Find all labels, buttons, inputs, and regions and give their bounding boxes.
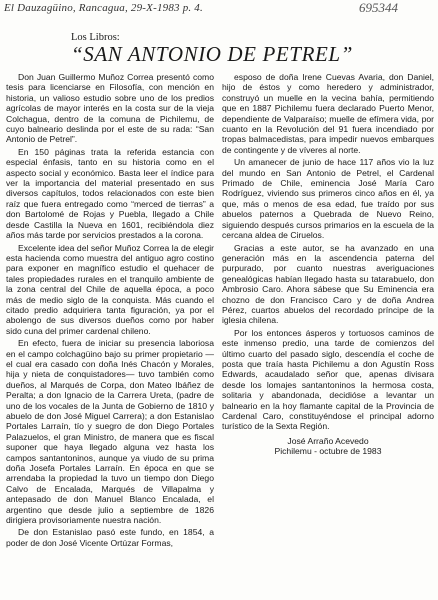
paragraph: esposo de doña Irene Cuevas Avaria, don Daniel, hijo de éstos y como heredero y administrador, construyó un muelle en la vecina bahía, permitiendo que en 1887 Pichilemu fuera declarado Puerto Menor, dependiente de Valparaíso; muelle de efímera vida, por cuanto en la Revolución del 91 fuera incendiado por tropas balmacedistas, para impedir nuevos embarques de contingente y de víveres al norte. [222,72,434,155]
left-column [6,72,214,548]
author-signature: José Arraño Acevedo [287,435,369,446]
catalog-number: 695344 [359,0,398,15]
paragraph: Don Juan Guillermo Muñoz Correa presentó como tesis para licenciarse en Filosofía, con mención en historia, un valioso estudio sobre uno de los predios agrícolas de mayor interés en la costa sur de la vieja Colchagua, dentro de la comuna de Pichilemu, de cuyo balneario deslinda por el este de su rada: “San Antonio de Petrel”. [6,72,214,145]
right-column [222,72,434,457]
paragraph: Excelente idea del señor Muñoz Correa la de elegir esta hacienda como muestra del antiguo agro costino para exponer en magnífico estudio el quehacer de tales propiedades rurales en el tranquilo ambiente de la zona central del Chile de aquella época, a poco más de medio siglo de la conquista. Más cuando el citado predio adquiriera tanta figuración, ya por el abolengo de sus diversos dueños como por haber sido cuna del primer cardenal chileno. [6,242,214,336]
paragraph: Por los entonces ásperos y tortuosos caminos de este inmenso predio, una tarde de comienzos del último cuarto del pasado siglo, descendía el coche de posta que traía hasta Pichilemu a don Agustín Ross Edwards, acaudalado señor que, apenas divisara desde los lomajes santantoninos la hermosa costa, solitaria y abandonada, decidióse a levantar un balneario en la hoy flamante capital de la Provincia de Cardenal Caro, constituyéndose el principal adorno turístico de la Sexta Región. [222,327,434,432]
paragraph: De don Estanislao pasó este fundo, en 1854, a poder de don José Vicente Ortúzar Formas, [6,527,214,548]
paragraph: Gracias a este autor, se ha avanzado en una generación más en la ascendencia paterna del purpurado, por cuanto nuestras averiguaciones genealógicas habían llegado hasta su tatarabuelo, don Ambrosio Caro. Ahora sábese que Su Eminencia era chozno de don Francisco Caro y de doña Andrea Pérez, cuartos abuelos del recordado príncipe de la iglesia chilena. [222,242,434,326]
paragraph: En efecto, fuera de iniciar su presencia laboriosa en el campo colchagüino bajo su primer propietario —el cual era casado con doña Inés Chacón y Morales, hija y nieta de conquistadores— tuvo también como dueños, al Marqués de Corpa, don Mateo Ibáñez de Peralta; a don Ignacio de la Carrera Ureta, (padre de uno de los vocales de la Junta de Gobierno de 1810 y abuelo de don José Miguel Carrera); a don Estanislao Portales Larraín, tío y suegro de don Diego Portales Palazuelos, el gran Ministro, de manera que es fiscal suponer que haya llegado alguna vez hasta los campos santantoninos, aunque ya viudo de su prima doña Josefa Portales Larraín. En época en que se arrendaba la propiedad la tuvo un tiempo don Diego Calvo de Encalada, Marqués de Villapalma y antepasado de don Manuel Blanco Encalada, el argentino que desde julio a septiembre de 1826 dirigiera provisoriamente nuestra nación. [6,338,214,526]
signature-place-date: Pichilemu - octubre de 1983 [274,446,382,457]
paragraph: Un amanecer de junio de hace 117 años vio la luz del mundo en San Antonio de Petrel, el Cardenal Primado de Chile, eminencia José María Caro Rodríguez, viviendo sus primeros cinco años en él, ya que, más o menos de esa edad, fue traído por sus abuelos paternos a Quebrada de Nuevo Reino, siguiendo después cursos primarios en la escuela de la cercana aldea de Ciruelos. [222,157,434,241]
article-title: “SAN ANTONIO DE PETREL” [71,42,353,66]
handwritten-source-note: El Dauzagüino, Rancagua, 29-X-1983 p. 4. [4,2,203,14]
section-kicker: Los Libros: [71,32,120,43]
paragraph: En 150 páginas trata la referida estancia con especial énfasis, tanto en su historia como en el aspecto social y económico. Basta leer el índice para ver la importancia del material presentado en sus diversos capítulos, todos relacionados con este bien raíz que fuera entregado como “merced de tierras” a don Bartolomé de Rojas y Puebla, llegado a Chile desde Castilla la Nueva en 1601, recibiéndola diez años más tarde por servicios prestados a la corona. [6,146,214,241]
